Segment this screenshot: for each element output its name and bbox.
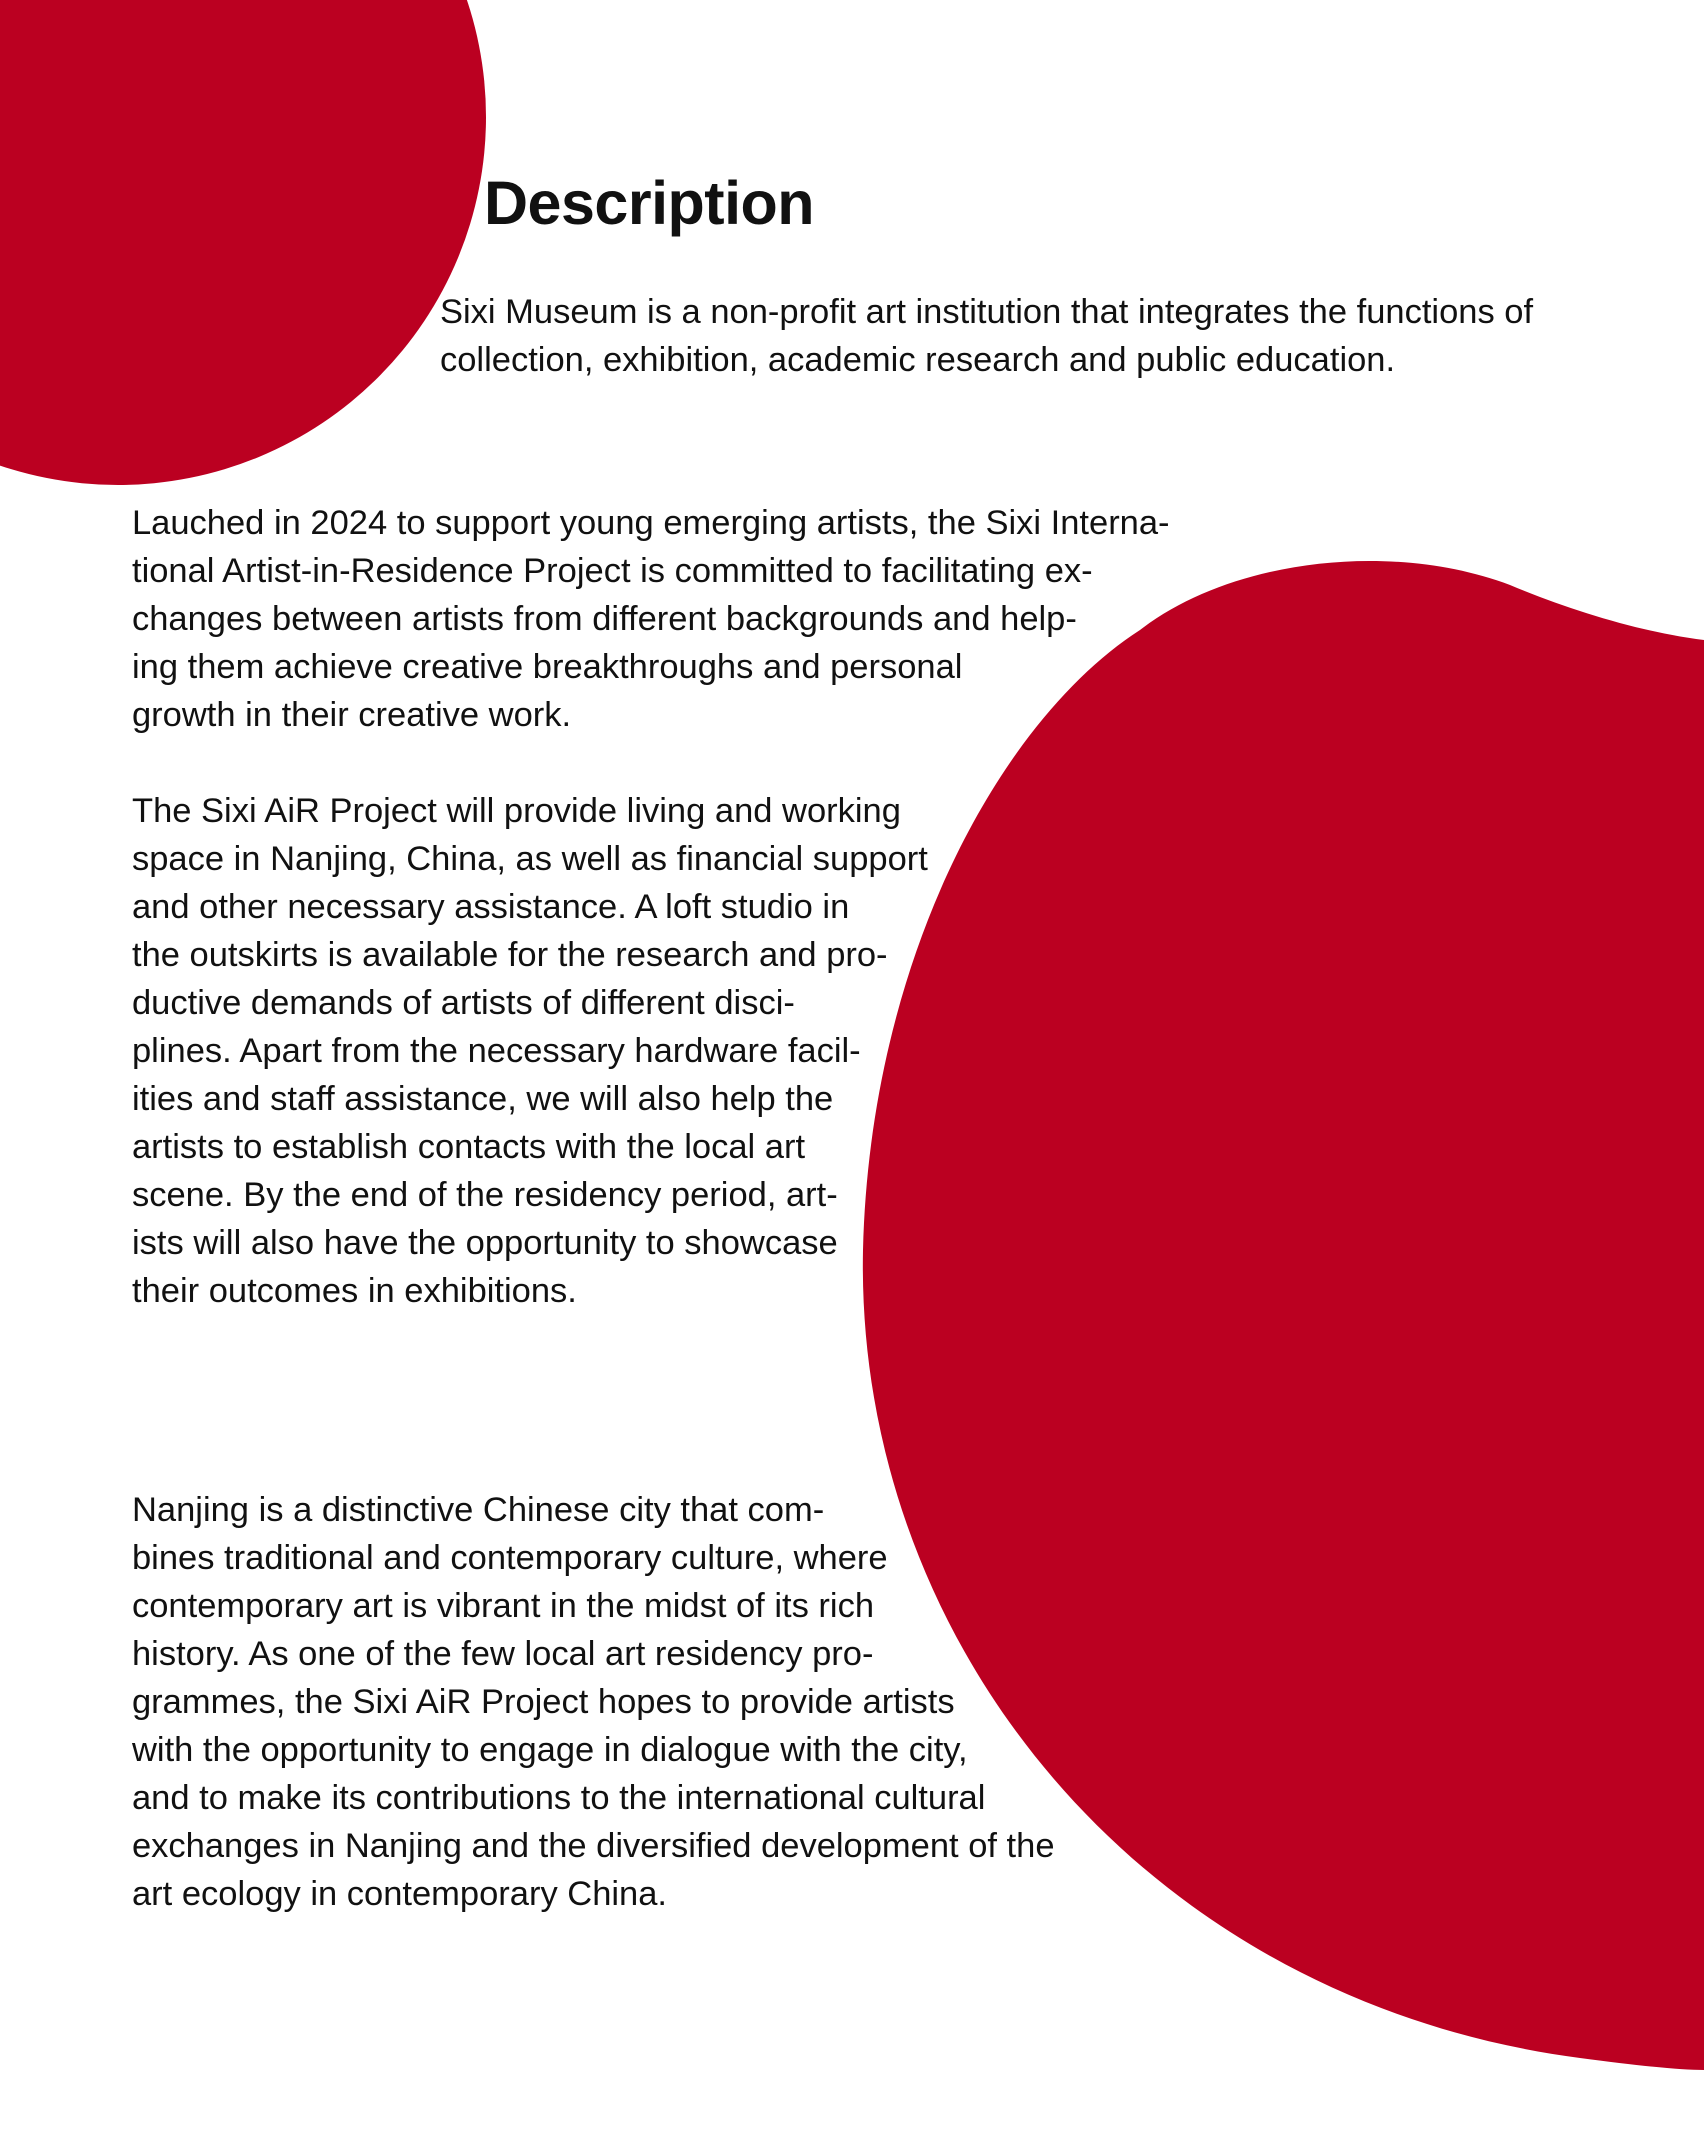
text-line: The Sixi AiR Project will provide living and working <box>132 792 901 830</box>
page-title: Description <box>484 169 815 237</box>
text-line: ductive demands of artists of different disci- <box>132 984 795 1022</box>
paragraph-launch <box>132 499 1230 739</box>
text-line: space in Nanjing, China, as well as financial support <box>132 840 928 878</box>
paragraph-nanjing <box>132 1486 1132 1918</box>
text-line: grammes, the Sixi AiR Project hopes to provide artists <box>132 1683 955 1721</box>
text-line: growth in their creative work. <box>132 696 572 734</box>
red-circle-top-left <box>0 0 486 485</box>
text-line: Lauched in 2024 to support young emerging artists, the Sixi Interna- <box>132 504 1170 542</box>
text-line: scene. By the end of the residency period, art- <box>132 1176 838 1214</box>
text-line: history. As one of the few local art residency pro- <box>132 1635 874 1673</box>
text-line: their outcomes in exhibitions. <box>132 1272 577 1310</box>
text-line: exchanges in Nanjing and the diversified development of the <box>132 1827 1055 1865</box>
text-line: Sixi Museum is a non-profit art institution that integrates the functions of <box>440 293 1534 331</box>
text-line: tional Artist-in-Residence Project is committed to facilitating ex- <box>132 552 1093 590</box>
text-line: ists will also have the opportunity to showcase <box>132 1224 838 1262</box>
text-line: art ecology in contemporary China. <box>132 1875 668 1913</box>
text-line: ities and staff assistance, we will also help the <box>132 1080 834 1118</box>
text-line: Nanjing is a distinctive Chinese city that com- <box>132 1491 825 1529</box>
text-line: and other necessary assistance. A loft studio in <box>132 888 850 926</box>
text-line: and to make its contributions to the international cultural <box>132 1779 986 1817</box>
text-line: bines traditional and contemporary culture, where <box>132 1539 888 1577</box>
text-line: with the opportunity to engage in dialogue with the city, <box>132 1731 968 1769</box>
text-line: artists to establish contacts with the local art <box>132 1128 806 1166</box>
intro-paragraph <box>404 288 1604 384</box>
paragraph-provisions <box>132 787 962 1315</box>
text-line: contemporary art is vibrant in the midst of its rich <box>132 1587 875 1625</box>
text-line: collection, exhibition, academic research and public education. <box>440 341 1396 379</box>
text-line: plines. Apart from the necessary hardware facil- <box>132 1032 861 1070</box>
text-line: ing them achieve creative breakthroughs and personal <box>132 648 963 686</box>
text-line: changes between artists from different backgrounds and help- <box>132 600 1077 638</box>
text-line: the outskirts is available for the research and pro- <box>132 936 888 974</box>
